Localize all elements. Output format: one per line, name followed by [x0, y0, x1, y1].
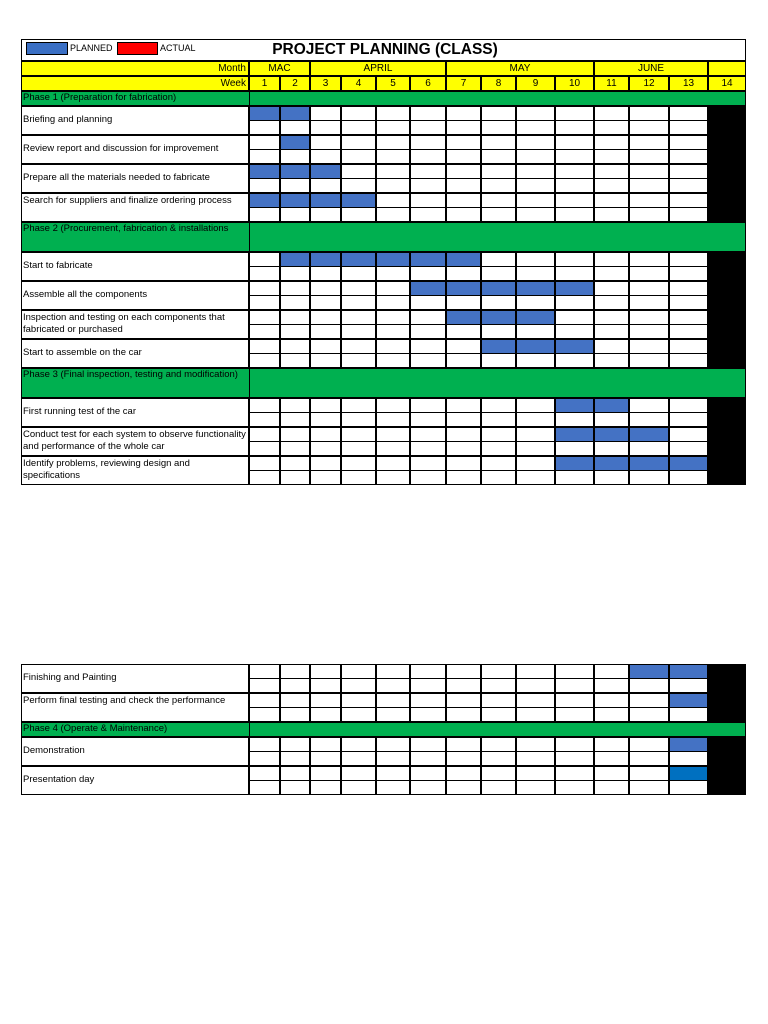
cell-midline: [446, 178, 481, 179]
planned-bar: [410, 281, 446, 296]
planned-bar: [481, 339, 516, 354]
cell-midline: [669, 412, 708, 413]
planned-bar: [310, 252, 341, 267]
cell-midline: [249, 295, 280, 296]
cell-midline: [280, 678, 310, 679]
month-cell-may: MAY: [446, 61, 594, 76]
planned-bar: [280, 164, 310, 179]
task-label: Prepare all the materials needed to fabricate: [23, 172, 210, 183]
phase-divider: [249, 222, 250, 252]
week-cell-13: 13: [669, 76, 708, 91]
cell-midline: [481, 441, 516, 442]
planned-bar: [669, 456, 708, 471]
phase-divider: [249, 722, 250, 737]
cell-midline: [481, 207, 516, 208]
cell-midline: [376, 149, 410, 150]
cell-midline: [555, 751, 594, 752]
cell-midline: [594, 707, 629, 708]
cell-midline: [410, 751, 446, 752]
cell-midline: [629, 207, 669, 208]
cell-midline: [446, 470, 481, 471]
cell-midline: [249, 707, 280, 708]
cell-midline: [629, 353, 669, 354]
legend-planned-swatch: [26, 42, 68, 55]
cell-midline: [280, 324, 310, 325]
week-cell: [708, 193, 746, 222]
week-cell: [708, 398, 746, 427]
cell-midline: [376, 178, 410, 179]
cell-midline: [410, 178, 446, 179]
cell-midline: [669, 266, 708, 267]
cell-midline: [341, 295, 376, 296]
cell-midline: [446, 353, 481, 354]
cell-midline: [410, 149, 446, 150]
week-cell-9: 9: [516, 76, 555, 91]
cell-midline: [481, 678, 516, 679]
cell-midline: [594, 120, 629, 121]
cell-midline: [481, 178, 516, 179]
cell-midline: [516, 780, 555, 781]
cell-midline: [669, 149, 708, 150]
cell-midline: [249, 470, 280, 471]
planned-bar: [555, 281, 594, 296]
planned-bar: [481, 281, 516, 296]
week-cell-7: 7: [446, 76, 481, 91]
cell-midline: [341, 780, 376, 781]
cell-midline: [669, 178, 708, 179]
cell-midline: [310, 120, 341, 121]
cell-midline: [555, 178, 594, 179]
cell-midline: [376, 470, 410, 471]
cell-midline: [555, 780, 594, 781]
cell-midline: [376, 120, 410, 121]
task-label: Perform final testing and check the performance: [23, 695, 226, 706]
month-cell-blank: [708, 61, 746, 76]
task-label: Search for suppliers and finalize ordering process: [23, 195, 232, 206]
cell-midline: [376, 707, 410, 708]
cell-midline: [516, 266, 555, 267]
cell-midline: [594, 324, 629, 325]
cell-midline: [249, 324, 280, 325]
cell-midline: [629, 266, 669, 267]
cell-midline: [376, 441, 410, 442]
cell-midline: [629, 178, 669, 179]
cell-midline: [629, 707, 669, 708]
cell-midline: [249, 149, 280, 150]
week-cell-4: 4: [341, 76, 376, 91]
week-cell: [708, 427, 746, 456]
week-cell: [708, 106, 746, 135]
cell-midline: [410, 412, 446, 413]
task-label: Review report and discussion for improvement: [23, 143, 219, 154]
task-label: Assemble all the components: [23, 289, 148, 300]
cell-midline: [446, 120, 481, 121]
phase-label: Phase 1 (Preparation for fabrication): [23, 92, 177, 103]
week-cell-1: 1: [249, 76, 280, 91]
planned-bar: [555, 427, 594, 442]
cell-midline: [310, 780, 341, 781]
cell-midline: [555, 707, 594, 708]
cell-midline: [410, 780, 446, 781]
planned-bar: [310, 193, 341, 208]
planned-bar: [555, 339, 594, 354]
cell-midline: [341, 353, 376, 354]
cell-midline: [249, 678, 280, 679]
cell-midline: [341, 120, 376, 121]
cell-midline: [516, 470, 555, 471]
cell-midline: [280, 441, 310, 442]
cell-midline: [249, 353, 280, 354]
planned-bar: [629, 664, 669, 679]
cell-midline: [249, 266, 280, 267]
cell-midline: [310, 324, 341, 325]
cell-midline: [341, 149, 376, 150]
cell-midline: [376, 353, 410, 354]
cell-midline: [555, 678, 594, 679]
planned-bar: [249, 106, 280, 121]
cell-midline: [446, 751, 481, 752]
cell-midline: [446, 412, 481, 413]
planned-bar: [669, 766, 708, 781]
planned-bar: [629, 427, 669, 442]
planned-bar: [594, 427, 629, 442]
cell-midline: [410, 441, 446, 442]
planned-bar: [249, 164, 280, 179]
planned-bar: [481, 310, 516, 325]
week-cell-10: 10: [555, 76, 594, 91]
planned-bar: [280, 252, 310, 267]
cell-midline: [629, 149, 669, 150]
legend-actual-label: ACTUAL: [160, 43, 196, 53]
planned-bar: [555, 456, 594, 471]
cell-midline: [310, 295, 341, 296]
cell-midline: [481, 707, 516, 708]
cell-midline: [280, 707, 310, 708]
cell-midline: [481, 266, 516, 267]
phase-label: Phase 3 (Final inspection, testing and modification): [23, 369, 238, 380]
cell-midline: [280, 412, 310, 413]
cell-midline: [516, 751, 555, 752]
week-cell: [708, 135, 746, 164]
cell-midline: [555, 149, 594, 150]
task-label: Briefing and planning: [23, 114, 113, 125]
planned-bar: [446, 281, 481, 296]
week-cell-12: 12: [629, 76, 669, 91]
cell-midline: [669, 353, 708, 354]
planned-bar: [629, 456, 669, 471]
week-cell: [708, 737, 746, 766]
cell-midline: [410, 707, 446, 708]
cell-midline: [594, 149, 629, 150]
cell-midline: [629, 412, 669, 413]
cell-midline: [594, 295, 629, 296]
phase-divider: [249, 368, 250, 398]
cell-midline: [594, 780, 629, 781]
week-cell-5: 5: [376, 76, 410, 91]
cell-midline: [594, 266, 629, 267]
cell-midline: [280, 780, 310, 781]
month-cell-april: APRIL: [310, 61, 446, 76]
cell-midline: [310, 353, 341, 354]
cell-midline: [341, 412, 376, 413]
month-cell-june: JUNE: [594, 61, 708, 76]
cell-midline: [410, 207, 446, 208]
week-cell: [708, 456, 746, 485]
cell-midline: [310, 412, 341, 413]
cell-midline: [310, 149, 341, 150]
task-label: Inspection and testing on each components that fabricated or purchased: [23, 312, 225, 335]
week-cell-3: 3: [310, 76, 341, 91]
phase-label: Phase 2 (Procurement, fabrication & installations: [23, 223, 229, 234]
cell-midline: [516, 178, 555, 179]
cell-midline: [249, 412, 280, 413]
week-cell: [708, 281, 746, 310]
cell-midline: [669, 324, 708, 325]
cell-midline: [516, 207, 555, 208]
week-label-cell: Week: [21, 76, 249, 91]
cell-midline: [341, 470, 376, 471]
cell-midline: [555, 207, 594, 208]
cell-midline: [310, 441, 341, 442]
week-cell: [708, 766, 746, 795]
planned-bar: [516, 281, 555, 296]
legend-planned-label: PLANNED: [70, 43, 113, 53]
task-label: Start to fabricate: [23, 260, 93, 271]
task-label: Start to assemble on the car: [23, 347, 142, 358]
week-cell: [708, 693, 746, 722]
cell-midline: [629, 120, 669, 121]
cell-midline: [249, 751, 280, 752]
cell-midline: [280, 751, 310, 752]
cell-midline: [669, 441, 708, 442]
cell-midline: [310, 678, 341, 679]
cell-midline: [481, 780, 516, 781]
page-title: PROJECT PLANNING (CLASS): [272, 41, 498, 58]
cell-midline: [481, 120, 516, 121]
cell-midline: [516, 707, 555, 708]
legend-actual-swatch: [117, 42, 158, 55]
planned-bar: [280, 106, 310, 121]
cell-midline: [594, 751, 629, 752]
planned-bar: [410, 252, 446, 267]
cell-midline: [446, 678, 481, 679]
cell-midline: [446, 707, 481, 708]
cell-midline: [446, 207, 481, 208]
cell-midline: [481, 751, 516, 752]
cell-midline: [516, 678, 555, 679]
cell-midline: [481, 412, 516, 413]
cell-midline: [341, 441, 376, 442]
cell-midline: [341, 707, 376, 708]
cell-midline: [376, 412, 410, 413]
planned-bar: [516, 339, 555, 354]
task-label: Conduct test for each system to observe functionality and performance of the whole car: [23, 429, 246, 452]
cell-midline: [555, 120, 594, 121]
phase-label: Phase 4 (Operate & Maintenance): [23, 723, 168, 734]
cell-midline: [280, 295, 310, 296]
cell-midline: [446, 441, 481, 442]
cell-midline: [594, 353, 629, 354]
cell-midline: [594, 178, 629, 179]
cell-midline: [341, 178, 376, 179]
cell-midline: [410, 324, 446, 325]
planned-bar: [594, 456, 629, 471]
month-cell-mac: MAC: [249, 61, 310, 76]
cell-midline: [341, 678, 376, 679]
cell-midline: [516, 412, 555, 413]
week-cell-2: 2: [280, 76, 310, 91]
week-cell: [708, 252, 746, 281]
cell-midline: [410, 120, 446, 121]
week-cell-14: 14: [708, 76, 746, 91]
cell-midline: [555, 266, 594, 267]
cell-midline: [310, 707, 341, 708]
planned-bar: [669, 693, 708, 708]
cell-midline: [516, 441, 555, 442]
cell-midline: [341, 751, 376, 752]
cell-midline: [669, 207, 708, 208]
cell-midline: [629, 751, 669, 752]
cell-midline: [341, 324, 376, 325]
cell-midline: [376, 295, 410, 296]
cell-midline: [629, 324, 669, 325]
cell-midline: [410, 678, 446, 679]
cell-midline: [376, 751, 410, 752]
week-cell-8: 8: [481, 76, 516, 91]
planned-bar: [280, 193, 310, 208]
task-label: Identify problems, reviewing design and specifications: [23, 458, 190, 481]
cell-midline: [481, 149, 516, 150]
planned-bar: [516, 310, 555, 325]
cell-midline: [310, 751, 341, 752]
task-label: Demonstration: [23, 745, 85, 756]
cell-midline: [629, 780, 669, 781]
cell-midline: [516, 120, 555, 121]
cell-midline: [410, 470, 446, 471]
cell-midline: [669, 295, 708, 296]
cell-midline: [249, 780, 280, 781]
cell-midline: [594, 678, 629, 679]
cell-midline: [310, 470, 341, 471]
week-cell: [708, 164, 746, 193]
planned-bar: [669, 737, 708, 752]
cell-midline: [249, 441, 280, 442]
planned-bar: [376, 252, 410, 267]
planned-bar: [341, 193, 376, 208]
cell-midline: [280, 353, 310, 354]
planned-bar: [594, 398, 629, 413]
week-cell-6: 6: [410, 76, 446, 91]
cell-midline: [669, 120, 708, 121]
cell-midline: [594, 207, 629, 208]
cell-midline: [629, 295, 669, 296]
cell-midline: [555, 324, 594, 325]
cell-midline: [376, 324, 410, 325]
week-cell: [708, 310, 746, 339]
cell-midline: [446, 149, 481, 150]
cell-midline: [410, 353, 446, 354]
week-cell: [708, 339, 746, 368]
cell-midline: [376, 678, 410, 679]
cell-midline: [280, 470, 310, 471]
planned-bar: [669, 664, 708, 679]
phase-divider: [249, 91, 250, 106]
cell-midline: [376, 207, 410, 208]
planned-bar: [555, 398, 594, 413]
cell-midline: [516, 149, 555, 150]
week-cell-11: 11: [594, 76, 629, 91]
cell-midline: [481, 470, 516, 471]
planned-bar: [280, 135, 310, 150]
planned-bar: [446, 252, 481, 267]
task-label: Finishing and Painting: [23, 672, 117, 683]
cell-midline: [446, 780, 481, 781]
task-label: First running test of the car: [23, 406, 136, 417]
planned-bar: [310, 164, 341, 179]
planned-bar: [341, 252, 376, 267]
cell-midline: [376, 780, 410, 781]
planned-bar: [446, 310, 481, 325]
month-label-cell: Month: [21, 61, 249, 76]
week-cell: [708, 664, 746, 693]
task-label: Presentation day: [23, 774, 95, 785]
planned-bar: [249, 193, 280, 208]
